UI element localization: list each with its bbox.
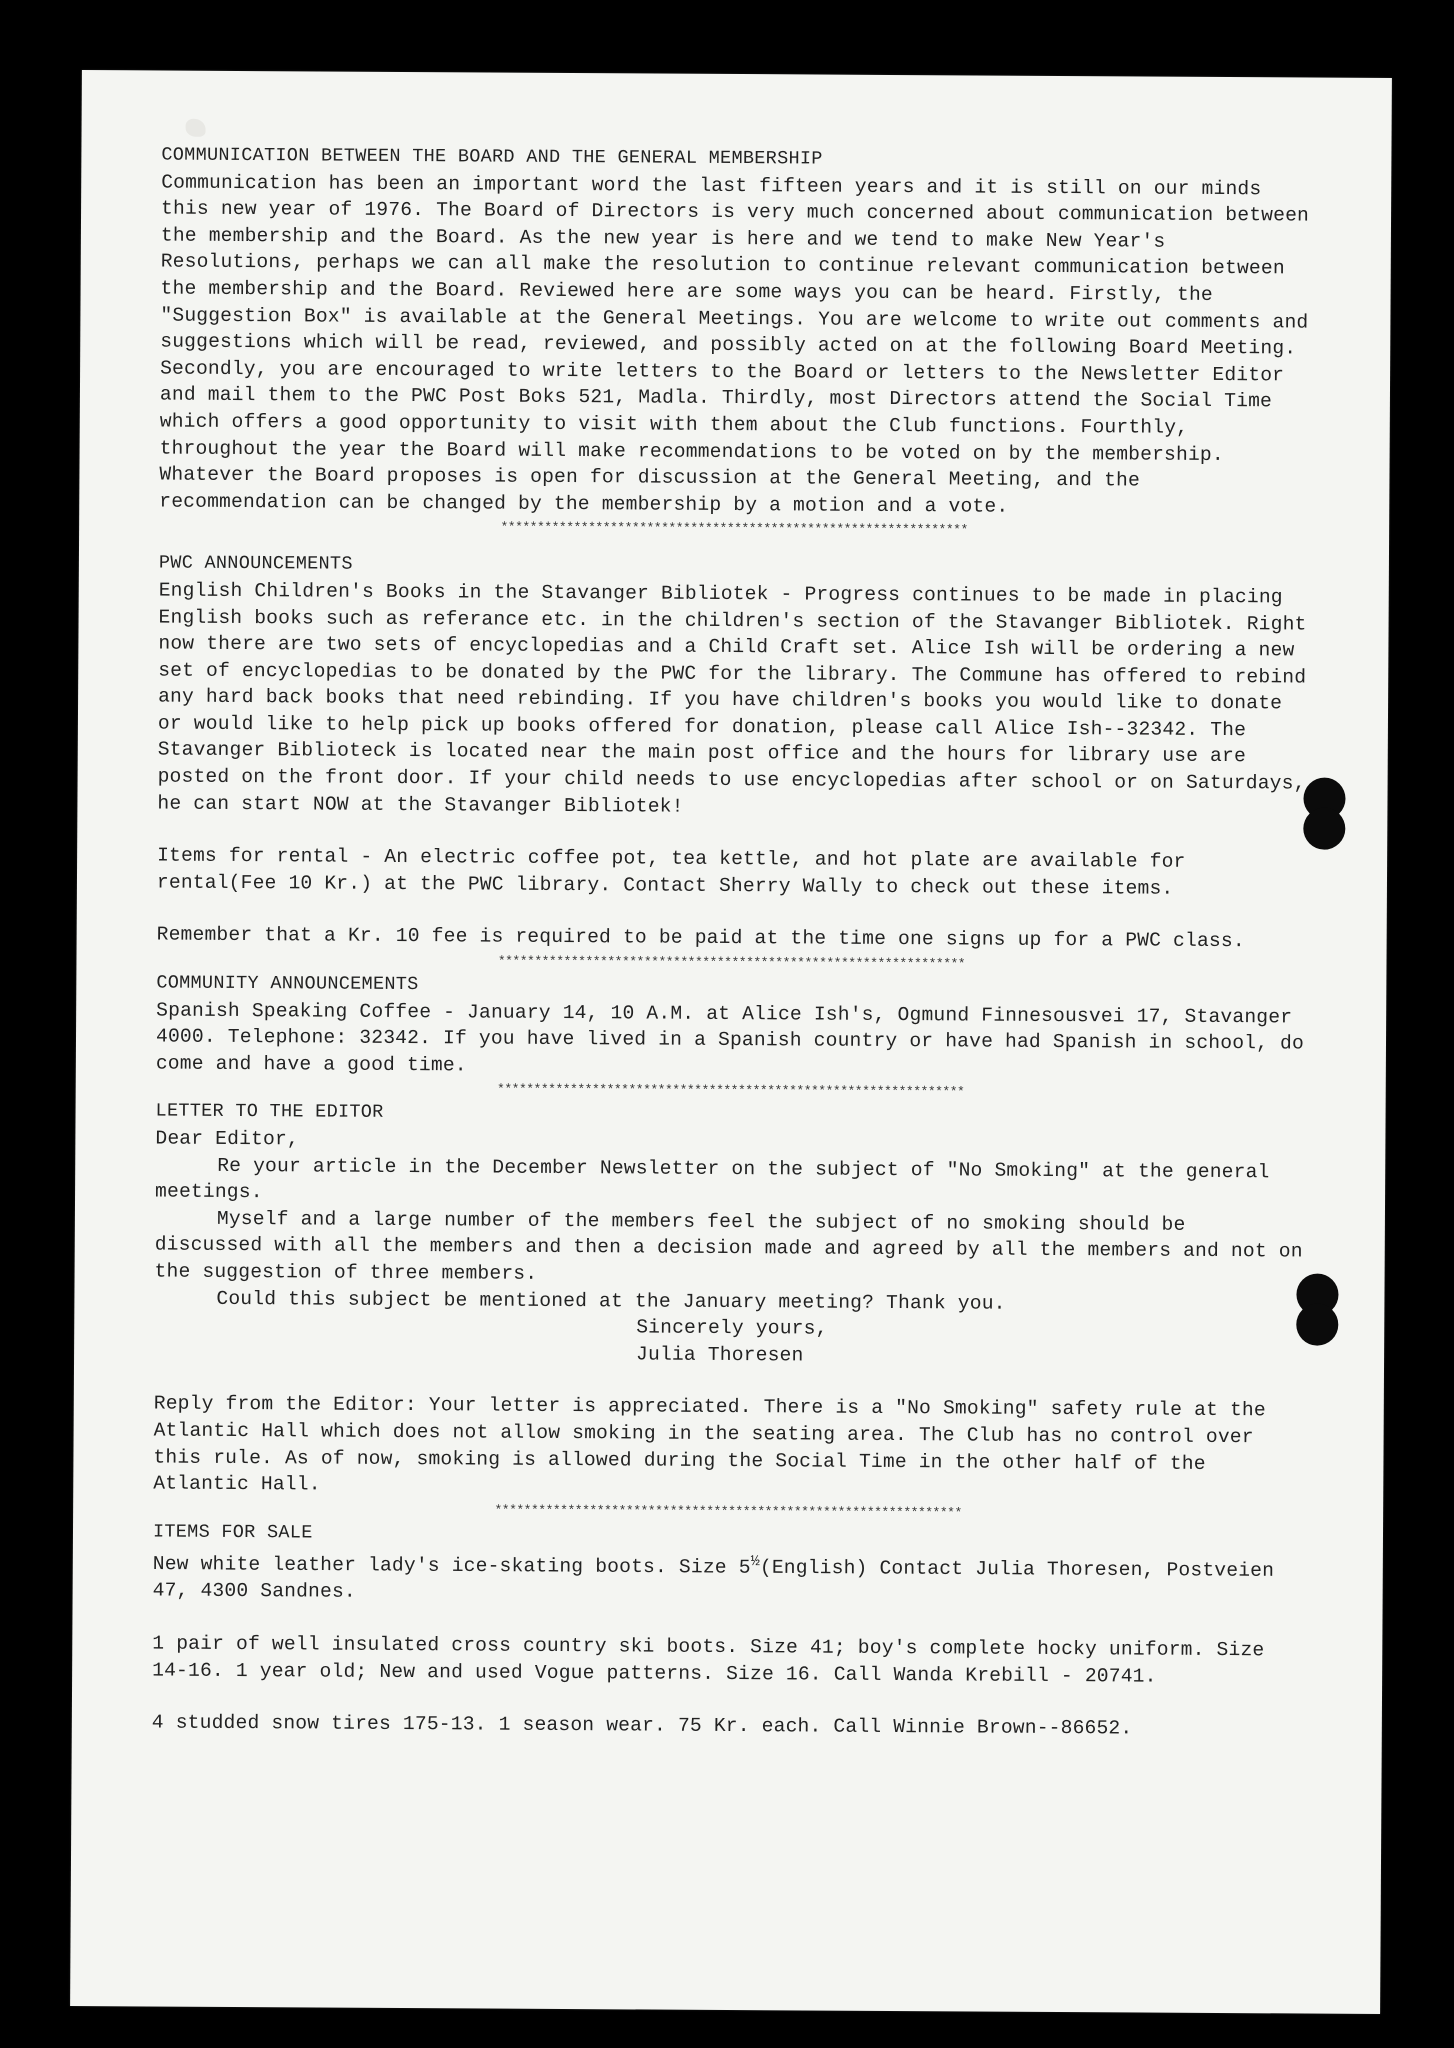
class-fee-paragraph: Remember that a Kr. 10 fee is required to be paid at the time one signs up for a PWC class. <box>156 923 1245 953</box>
editor-reply: Reply from the Editor: Your letter is appreciated. There is a "No Smoking" safety rule at the Atlantic Hall which does not allow smoking in the seating area. The Club has no control over this rule. As of now, smoking is allowed during the Social Time in the other half of the Atlantic Hall. <box>153 1392 1266 1496</box>
community-announcements-heading: COMMUNITY ANNOUNCEMENTS <box>156 972 419 996</box>
pwc-announcements-heading: PWC ANNOUNCEMENTS <box>158 552 353 575</box>
newsletter-page <box>70 70 1392 2014</box>
divider-3: **************************************************************** <box>497 1081 965 1100</box>
rental-items-paragraph: Items for rental - An electric coffee pot, tea kettle, and hot plate are available for rental(Fee 10 Kr.) at the PWC library. Contact Sherry Wally to check out these items. <box>156 844 1186 900</box>
letter-heading: LETTER TO THE EDITOR <box>155 1100 384 1124</box>
sale-item-snow-tires: 4 studded snow tires 175-13. 1 season wear. 75 Kr. each. Call Winnie Brown--86652. <box>151 1711 1133 1740</box>
letter-paragraph-2: Myself and a large number of the members feel the subject of no smoking should be discussed with all the members and then a decision made and agreed by all the members and not on the suggestion of three members. <box>154 1207 1303 1285</box>
divider-2: **************************************************************** <box>497 953 966 972</box>
letter-closing: Sincerely yours, <box>636 1316 828 1340</box>
sale-item-skates-text-b: (English) Contact Julia Thoresen, Postveien 47, 4300 Sandnes. <box>152 1557 1275 1604</box>
punch-hole-2 <box>1303 807 1345 849</box>
sale-item-skates-text-a: New white leather lady's ice-skating boots. Size 5 <box>152 1553 751 1579</box>
spanish-coffee-paragraph: Spanish Speaking Coffee - January 14, 10 A.M. at Alice Ish's, Ogmund Finnesousvei 17, Stavanger 4000. Telephone: 32342. If you have lived in a Spanish country or have had Spanish in school, do come and have a good time. <box>155 999 1305 1077</box>
letter-to-editor-section <box>153 1099 1305 1504</box>
communication-body: Communication has been an important word the last fifteen years and it is still on our minds this new year of 1976. The Board of Directors is very much concerned about communication between the membership and the Board. As the new year is here and we tend to make New Year's Resolutions, perhaps we can all make the resolution to continue relevant communication between the membership and the Board. Reviewed here are some ways you can be heard. Firstly, the "Suggestion Box" is available at the General Meetings. You are welcome to write out comments and suggestions which will be read, reviewed, and possibly acted on at the following Board Meeting. Secondly, you are encouraged to write letters to the Board or letters to the Newsletter Editor and mail them to the PWC Post Boks 521, Madla. Thirdly, most Directors attend the Social Time which offers a good opportunity to visit with them about the Club functions. Fourthly, throughout the year the Board will make recommendations to be voted on by the membership. Whatever the Board proposes is open for discussion at the General Meeting, and the recommendation can be changed by the membership by a motion and a vote. <box>159 171 1310 518</box>
communication-section <box>159 143 1311 522</box>
letter-paragraph-1: Re your article in the December Newsletter on the subject of "No Smoking" at the general meetings. <box>155 1154 1270 1204</box>
communication-heading: COMMUNICATION BETWEEN THE BOARD AND THE GENERAL MEMBERSHIP <box>161 144 823 170</box>
divider-1: **************************************************************** <box>500 519 968 538</box>
letter-salutation: Dear Editor, <box>155 1127 299 1151</box>
items-for-sale-section <box>152 1519 1303 1743</box>
childrens-books-paragraph: English Children's Books in the Stavanger Bibliotek - Progress continues to be made in placing English books such as referance etc. in the children's section of the Stavanger Bibliotek. Right now there are two sets of encyclopedias and a Child Craft set. Alice Ish will be ordering a new set of encyclopedias to be donated by the PWC for the library. The Commune has offered to rebind any hard back books that need rebinding. If you have children's books you would like to donate or would like to help pick up books offered for donation, please call Alice Ish--32342. The Stavanger Biblioteck is located near the main post office and the hours for library use are posted on the front door. If your child needs to use encyclopedias after school or on Saturdays, he can start NOW at the Stavanger Bibliotek! <box>157 579 1307 818</box>
sale-item-skates-fraction: ½ <box>750 1553 761 1571</box>
letter-signature: Julia Thoresen <box>636 1343 804 1367</box>
letter-paragraph-3: Could this subject be mentioned at the January meeting? Thank you. <box>216 1287 1006 1315</box>
items-for-sale-heading: ITEMS FOR SALE <box>152 1521 313 1544</box>
pwc-announcements-section <box>157 551 1309 956</box>
sale-item-skates <box>153 1546 1303 1612</box>
newsletter-body <box>152 143 1312 1744</box>
divider-4: **************************************************************** <box>494 1502 962 1521</box>
sale-item-ski-boots: 1 pair of well insulated cross country ski boots. Size 41; boy's complete hocky uniform. Size 14-16. 1 year old; New and used Vogue patterns. Size 16. Call Wanda Krebill - 20741. <box>152 1632 1265 1688</box>
paper-tear <box>186 119 206 137</box>
community-announcements-section <box>156 971 1307 1084</box>
